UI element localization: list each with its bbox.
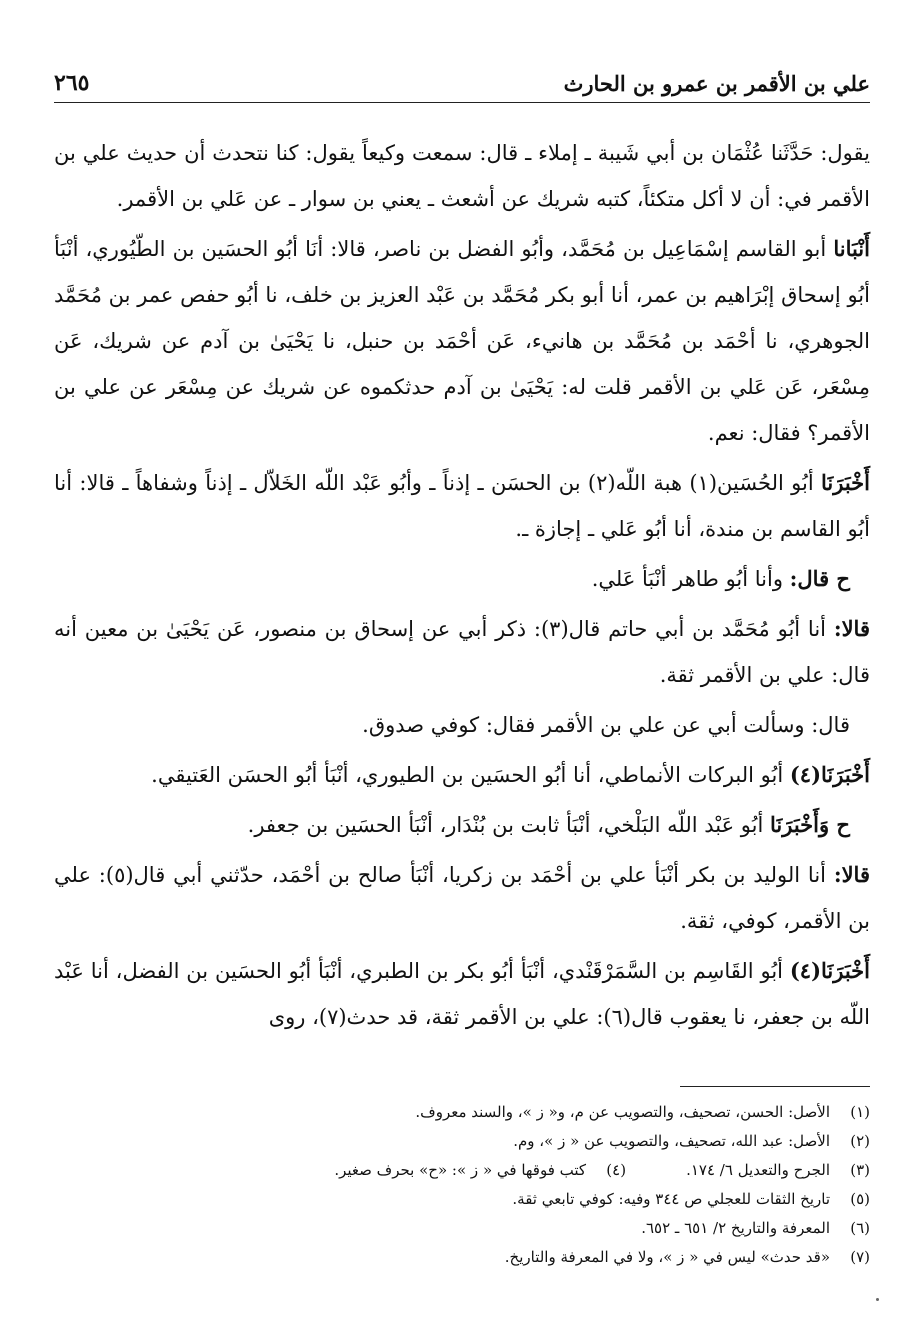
paragraph-text: أنا الوليد بن بكر أنْبَأ علي بن أحْمَد بن زكريا، أنْبَأ صالح بن أحْمَد، حدّثني أبي قال(٥): علي بن الأقمر، كوفي، ثقة. [54, 863, 870, 933]
footnote-number: (٢) [850, 1132, 870, 1150]
footnote [54, 1214, 870, 1243]
footnote-number: (٦) [850, 1219, 870, 1237]
paragraph-text: وأنا أبُو طاهر أنْبَأ عَلي. [591, 567, 790, 591]
paragraph-lead: ح قال: [789, 566, 850, 591]
paragraph-1 [54, 130, 870, 222]
paragraph-lead: ح وَأَخْبَرَنَا [770, 812, 850, 837]
paragraph-2 [54, 226, 870, 456]
footnote [54, 1098, 870, 1127]
footnote-text: تاريخ الثقات للعجلي ص ٣٤٤ وفيه: كوفي تابعي ثقة. [512, 1190, 830, 1208]
footnote-text: الأصل: عبد الله، تصحيف، والتصويب عن « ز »، وم. [513, 1132, 830, 1150]
paragraph-lead: أَخْبَرَنَا(٤) [789, 762, 870, 787]
paragraph-8 [54, 802, 870, 848]
footnote [54, 1185, 870, 1214]
footnote-text: الجرح والتعديل ٦/ ١٧٤. [686, 1161, 830, 1179]
page-number: ٢٦٥ [54, 70, 90, 96]
footnote [54, 1243, 870, 1272]
paragraph-text: قال: وسألت أبي عن علي بن الأقمر فقال: كوفي صدوق. [362, 713, 850, 737]
footnote-number: (٣) [850, 1161, 870, 1179]
paragraph-4 [54, 556, 870, 602]
running-head [54, 62, 870, 103]
paragraph-text: أبُو الحُسَين(١) هبة اللّه(٢) بن الحسَن ـ إذناً ـ وأبُو عَبْد اللّه الخَلاّل ـ إذناً وشفاهاً ـ قالا: أنا أبُو القاسم بن مندة، أنا أبُو عَلي ـ إجازة ـ. [54, 471, 870, 541]
footnote-number: (٤) [606, 1161, 627, 1179]
paragraph-text: أبو القاسم إسْمَاعِيل بن مُحَمَّد، وأبُو الفضل بن ناصر، قالا: أنَا أبُو الحسَين بن الطّيُوري، أنْبَأ أبُو إسحاق إبْرَاهيم بن عمر، أنا أبو بكر مُحَمَّد بن عَبْد العزيز بن خلف، نا أبُو حفص عمر بن مُحَمَّد الجوهري، نا أحْمَد بن مُحَمَّد بن هانيء، عَن أحْمَد بن حنبل، نا يَحْيَىٰ بن آدم عن شريك، عَن مِسْعَر، عَن عَلي بن الأقمر قلت له: يَحْيَىٰ بن آدم حدثكموه عن شريك عن مِسْعَر عن علي بن الأقمر؟ فقال: نعم. [54, 237, 870, 445]
paragraph-lead: أَنْبَانا [833, 236, 870, 261]
paragraph-lead: أَخْبَرَنَا [821, 470, 870, 495]
scan-speck [876, 1298, 879, 1301]
paragraph-text: يقول: حَدَّثَنا عُثْمَان بن أبي شَيبة ـ إملاء ـ قال: سمعت وكيعاً يقول: كنا نتحدث أن حديث علي بن الأقمر في: أن لا أكل متكئاً، كتبه شريك عن أشعث ـ يعني بن سوار ـ عن عَلي بن الأقمر. [54, 141, 870, 211]
paragraph-lead: قالا: [833, 862, 870, 887]
paragraph-text: أبُو البركات الأنماطي، أنا أبُو الحسَين بن الطيوري، أنْبَأ أبُو الحسَن العَتيقي. [151, 763, 790, 787]
body-text [54, 130, 870, 1040]
paragraph-10 [54, 948, 870, 1040]
footnote [54, 1127, 870, 1156]
footnote-text: «قد حدث» ليس في « ز »، ولا في المعرفة والتاريخ. [504, 1248, 830, 1266]
paragraph-7 [54, 752, 870, 798]
footnotes [54, 1098, 870, 1272]
paragraph-text: أبُو عَبْد اللّه البَلْخي، أنْبَأ ثابت بن بُنْدَار، أنْبَأ الحسَين بن جعفر. [247, 813, 770, 837]
paragraph-text: أبُو القَاسِم بن السَّمَرْقَنْدي، أنْبَأ أبُو بكر بن الطبري، أنْبَأ أبُو الحسَين بن الفضل، أنا عَبْد اللّه بن جعفر، نا يعقوب قال(٦): علي بن الأقمر ثقة، قد حدث(٧)، روى [54, 959, 870, 1029]
footnote-number: (٧) [850, 1248, 870, 1266]
footnote [54, 1156, 870, 1185]
paragraph-6 [54, 702, 870, 748]
paragraph-lead: أَخْبَرَنَا(٤) [789, 958, 870, 983]
footnote-text: كتب فوقها في « ز »: «ح» بحرف صغير. [334, 1161, 587, 1179]
footnote-text: الأصل: الحسن، تصحيف، والتصويب عن م، و« ز »، والسند معروف. [415, 1103, 830, 1121]
footnote-number: (٥) [850, 1190, 870, 1208]
paragraph-9 [54, 852, 870, 944]
paragraph-3 [54, 460, 870, 552]
running-head-title: علي بن الأقمر بن عمرو بن الحارث [563, 71, 870, 96]
footnote-number: (١) [850, 1103, 870, 1121]
paragraph-lead: قالا: [833, 616, 870, 641]
footnote-separator [680, 1086, 870, 1087]
paragraph-5 [54, 606, 870, 698]
footnote-text: المعرفة والتاريخ ٢/ ٦٥١ ـ ٦٥٢. [641, 1219, 830, 1237]
paragraph-text: أنا أبُو مُحَمَّد بن أبي حاتم قال(٣): ذكر أبي عن إسحاق بن منصور، عَن يَحْيَىٰ بن معين أنه قال: علي بن الأقمر ثقة. [54, 617, 870, 687]
